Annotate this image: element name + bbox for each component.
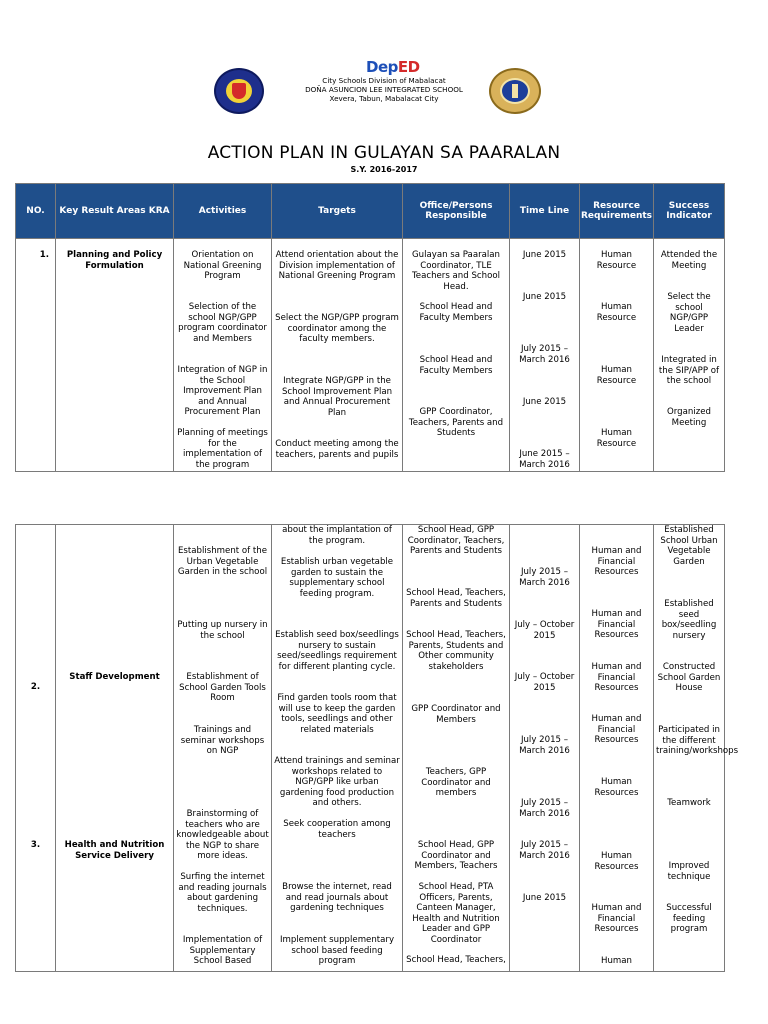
resource-item: Human Resources: [594, 777, 639, 798]
target-item: about the implantation of the program.: [282, 525, 392, 546]
table-header-row: [16, 184, 725, 239]
resource-item: Human Resources: [594, 851, 639, 872]
page-title: ACTION PLAN IN GULAYAN SA PAARALAN: [207, 143, 561, 163]
row-number: 2.: [30, 682, 41, 692]
resource-item: Human Resource: [596, 428, 637, 449]
indicator-item: Attended the Meeting: [660, 250, 718, 271]
school-year: S.Y. 2016-2017: [350, 165, 418, 174]
activity-item: Surfing the internet and reading journals about gardening techniques.: [178, 872, 267, 914]
kra-label: Health and Nutrition Service Delivery: [64, 840, 165, 861]
timeline-item: July 2015 – March 2016: [519, 344, 570, 365]
target-item: Find garden tools room that will use to keep the garden tools, seedlings and other related materials: [277, 693, 397, 735]
indicator-item: Successful feeding program: [666, 903, 712, 934]
office-item: GPP Coordinator and Members: [411, 704, 501, 725]
target-item: Establish seed box/seedlings nursery to sustain seed/seedlings requirement for different planting cycle.: [275, 630, 399, 672]
resource-item: Human: [601, 956, 632, 966]
resource-item: Human and Financial Resources: [591, 546, 642, 577]
indicator-item: Constructed School Garden House: [657, 662, 721, 693]
timeline-item: July – October 2015: [514, 672, 575, 693]
target-item: Conduct meeting among the teachers, parents and pupils: [275, 439, 399, 460]
indicator-item: Integrated in the SIP/APP of the school: [658, 355, 720, 386]
resource-item: Human Resource: [596, 365, 637, 386]
col-header-activities: Activities: [174, 184, 272, 239]
timeline-item: July 2015 – March 2016: [519, 840, 570, 861]
division-name: City Schools Division of Mabalacat: [322, 76, 446, 85]
activity-item: Establishment of the Urban Vegetable Garden in the school: [177, 546, 268, 577]
activity-item: Orientation on National Greening Program: [183, 250, 262, 281]
office-item: GPP Coordinator, Teachers, Parents and Students: [408, 407, 504, 438]
timeline-item: June 2015: [522, 292, 567, 302]
office-item: Teachers, GPP Coordinator and members: [421, 767, 491, 798]
office-item: School Head and Faculty Members: [419, 302, 493, 323]
office-item: School Head, Teachers, Parents, Students and Other community stakeholders: [406, 630, 506, 672]
timeline-item: June 2015: [522, 250, 567, 260]
office-item: Gulayan sa Paaralan Coordinator, TLE Teachers and School Head.: [412, 250, 500, 292]
timeline-item: July – October 2015: [514, 620, 575, 641]
activity-item: Planning of meetings for the implementation of the program: [177, 428, 268, 470]
resource-item: Human and Financial Resources: [591, 903, 642, 934]
school-seal-icon: [489, 68, 541, 114]
timeline-item: July 2015 – March 2016: [519, 798, 570, 819]
school-address: Xevera, Tabun, Mabalacat City: [329, 94, 439, 103]
office-item: School Head, PTA Officers, Parents, Canteen Manager, Health and Nutrition Leader and GPP Coordinator: [412, 882, 500, 945]
office-item: School Head, GPP Coordinator and Members, Teachers: [414, 840, 498, 871]
indicator-item: Established School Urban Vegetable Garden: [660, 525, 718, 567]
timeline-item: June 2015: [522, 893, 567, 903]
indicator-item: Established seed box/seedling nursery: [661, 599, 717, 641]
document-header: [0, 0, 768, 190]
timeline-item: July 2015 – March 2016: [519, 567, 570, 588]
target-item: Establish urban vegetable garden to sustain the supplementary school feeding program.: [280, 557, 394, 599]
activity-item: Putting up nursery in the school: [177, 620, 268, 641]
activity-item: Trainings and seminar workshops on NGP: [180, 725, 265, 756]
resource-item: Human and Financial Resources: [591, 609, 642, 640]
office-item: School Head, Teachers, Parents and Students: [406, 588, 506, 609]
col-header-indicator: Success Indicator: [654, 184, 725, 239]
target-item: Attend orientation about the Division implementation of National Greening Program: [275, 250, 399, 281]
resource-item: Human Resource: [596, 250, 637, 271]
office-item: School Head and Faculty Members: [419, 355, 493, 376]
col-header-resources: Resource Requirements: [580, 184, 654, 239]
target-item: Browse the internet, read and read journals about gardening techniques: [282, 882, 392, 913]
activity-item: Integration of NGP in the School Improvement Plan and Annual Procurement Plan: [177, 365, 268, 417]
col-header-no: NO.: [16, 184, 56, 239]
school-name: DOÑA ASUNCION LEE INTEGRATED SCHOOL: [305, 85, 463, 94]
table-row: [16, 239, 725, 472]
timeline-item: June 2015: [522, 397, 567, 407]
office-item: School Head, Teachers,: [406, 955, 506, 965]
indicator-item: Participated in the different training/workshops: [656, 725, 739, 756]
office-item: School Head, GPP Coordinator, Teachers, Parents and Students: [407, 525, 505, 556]
kra-label: Staff Development: [69, 672, 160, 682]
row-number: 1.: [39, 250, 49, 260]
resource-item: Human Resource: [596, 302, 637, 323]
deped-logo: DepED: [366, 58, 420, 76]
activity-item: Brainstorming of teachers who are knowledgeable about the NGP to share more ideas.: [176, 809, 269, 861]
activity-item: Implementation of Supplementary School Based: [182, 935, 263, 966]
indicator-item: Improved technique: [667, 861, 711, 882]
kra-label: Planning and Policy Formulation: [66, 250, 163, 271]
timeline-item: July 2015 – March 2016: [519, 735, 570, 756]
resource-item: Human and Financial Resources: [591, 662, 642, 693]
col-header-timeline: Time Line: [510, 184, 580, 239]
target-item: Select the NGP/GPP program coordinator among the faculty members.: [275, 313, 399, 344]
target-item: Integrate NGP/GPP in the School Improvement Plan and Annual Procurement Plan: [281, 376, 393, 418]
row-number: 3.: [30, 840, 41, 850]
indicator-item: Teamwork: [667, 798, 711, 808]
resource-item: Human and Financial Resources: [591, 714, 642, 745]
activity-item: Establishment of School Garden Tools Room: [179, 672, 266, 703]
activity-item: Selection of the school NGP/GPP program coordinator and Members: [178, 302, 267, 344]
timeline-item: June 2015 – March 2016: [519, 449, 570, 470]
target-item: Attend trainings and seminar workshops related to NGP/GPP like urban gardening food production and others.: [274, 756, 400, 808]
table-row: [16, 525, 725, 972]
col-header-office: Office/Persons Responsible: [403, 184, 510, 239]
indicator-item: Organized Meeting: [667, 407, 711, 428]
target-item: Seek cooperation among teachers: [283, 819, 391, 840]
col-header-kra: Key Result Areas KRA: [56, 184, 174, 239]
action-plan-table: [15, 183, 725, 472]
action-plan-table-continued: [15, 524, 739, 972]
target-item: Implement supplementary school based feeding program: [279, 935, 395, 966]
indicator-item: Select the school NGP/GPP Leader: [667, 292, 711, 334]
col-header-targets: Targets: [272, 184, 403, 239]
